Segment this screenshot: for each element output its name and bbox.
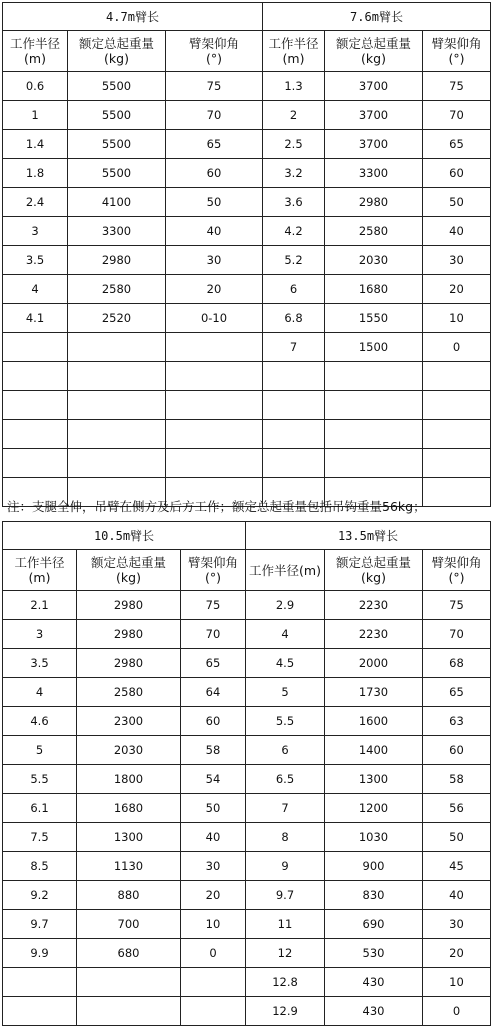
- load-cell: 690: [325, 910, 423, 939]
- load-cell: [77, 968, 181, 997]
- angle-cell: 60: [423, 159, 491, 188]
- load-cell: 2980: [77, 591, 181, 620]
- angle-cell: 20: [166, 275, 263, 304]
- table-row: [3, 420, 491, 449]
- table-row: [3, 852, 491, 881]
- angle-cell: [423, 449, 491, 478]
- load-cell: 1800: [77, 765, 181, 794]
- load-cell: 1300: [325, 765, 423, 794]
- radius-cell: 4: [3, 678, 77, 707]
- angle-cell: 50: [423, 188, 491, 217]
- load-cell: 3300: [68, 217, 166, 246]
- header-boom-angle: 臂架仰角 (°): [423, 31, 491, 72]
- load-cell: 2980: [325, 188, 423, 217]
- boom-length-title: 13.5m臂长: [246, 522, 491, 550]
- radius-cell: 12.9: [246, 997, 325, 1026]
- angle-cell: 10: [181, 910, 246, 939]
- load-cell: 2520: [68, 304, 166, 333]
- radius-cell: 4.6: [3, 707, 77, 736]
- radius-cell: [3, 333, 68, 362]
- radius-cell: 0.6: [3, 72, 68, 101]
- table-row: [3, 736, 491, 765]
- header-working-radius: 工作半径 (m): [3, 550, 77, 591]
- load-cell: 430: [325, 997, 423, 1026]
- angle-cell: 65: [423, 130, 491, 159]
- load-cell: [68, 449, 166, 478]
- load-cell: 1400: [325, 736, 423, 765]
- angle-cell: 75: [181, 591, 246, 620]
- header-boom-angle: 臂架仰角 (°): [181, 550, 246, 591]
- angle-cell: [181, 997, 246, 1026]
- load-cell: [68, 333, 166, 362]
- column-header-row: [3, 31, 491, 72]
- radius-cell: [3, 997, 77, 1026]
- radius-cell: [3, 391, 68, 420]
- table-row: [3, 794, 491, 823]
- radius-cell: 4.5: [246, 649, 325, 678]
- radius-cell: 3: [3, 217, 68, 246]
- table-row: [3, 997, 491, 1026]
- table-row: [3, 391, 491, 420]
- angle-cell: 54: [181, 765, 246, 794]
- radius-cell: 4.1: [3, 304, 68, 333]
- load-cell: 1130: [77, 852, 181, 881]
- table-row: [3, 765, 491, 794]
- radius-cell: 4: [3, 275, 68, 304]
- angle-cell: 60: [181, 707, 246, 736]
- radius-cell: 5.2: [263, 246, 325, 275]
- table-row: [3, 968, 491, 997]
- radius-cell: 6: [263, 275, 325, 304]
- angle-cell: 0: [181, 939, 246, 968]
- angle-cell: 75: [423, 591, 491, 620]
- radius-cell: 1.8: [3, 159, 68, 188]
- angle-cell: 58: [181, 736, 246, 765]
- radius-cell: 8.5: [3, 852, 77, 881]
- load-cell: 5500: [68, 72, 166, 101]
- radius-cell: 1.4: [3, 130, 68, 159]
- load-chart-table-upper: [2, 2, 491, 507]
- radius-cell: 9.7: [3, 910, 77, 939]
- angle-cell: 63: [423, 707, 491, 736]
- load-cell: 530: [325, 939, 423, 968]
- table-row: [3, 591, 491, 620]
- angle-cell: 58: [423, 765, 491, 794]
- radius-cell: 6: [246, 736, 325, 765]
- radius-cell: 5.5: [3, 765, 77, 794]
- load-cell: [325, 391, 423, 420]
- radius-cell: 4: [246, 620, 325, 649]
- load-cell: 3700: [325, 101, 423, 130]
- load-cell: 3700: [325, 130, 423, 159]
- load-cell: 1730: [325, 678, 423, 707]
- angle-cell: [166, 449, 263, 478]
- boom-length-title: 10.5m臂长: [3, 522, 246, 550]
- angle-cell: 68: [423, 649, 491, 678]
- table-row: [3, 939, 491, 968]
- load-cell: [68, 420, 166, 449]
- radius-cell: [3, 420, 68, 449]
- load-cell: 1200: [325, 794, 423, 823]
- angle-cell: 20: [423, 939, 491, 968]
- table-row: [3, 881, 491, 910]
- load-cell: 2980: [77, 620, 181, 649]
- radius-cell: [263, 420, 325, 449]
- table-row: [3, 823, 491, 852]
- header-rated-load: 额定总起重量 (kg): [68, 31, 166, 72]
- load-cell: 1680: [77, 794, 181, 823]
- load-cell: 830: [325, 881, 423, 910]
- table-row: [3, 130, 491, 159]
- radius-cell: 6.8: [263, 304, 325, 333]
- table-row: [3, 620, 491, 649]
- angle-cell: 64: [181, 678, 246, 707]
- boom-length-title: 4.7m臂长: [3, 3, 263, 31]
- header-working-radius: 工作半径 (m): [3, 31, 68, 72]
- angle-cell: 45: [423, 852, 491, 881]
- table-row: [3, 159, 491, 188]
- radius-cell: 1.3: [263, 72, 325, 101]
- load-cell: 2300: [77, 707, 181, 736]
- load-cell: 2980: [68, 246, 166, 275]
- angle-cell: [166, 391, 263, 420]
- footnote: 注：支腿全伸，吊臂在侧方及后方工作；额定总起重量包括吊钩重量56kg；: [7, 499, 426, 514]
- radius-cell: 3.2: [263, 159, 325, 188]
- angle-cell: 65: [423, 678, 491, 707]
- radius-cell: 3.6: [263, 188, 325, 217]
- load-cell: 2230: [325, 591, 423, 620]
- load-cell: 2030: [77, 736, 181, 765]
- table-row: [3, 217, 491, 246]
- table-row: [3, 649, 491, 678]
- radius-cell: 6.5: [246, 765, 325, 794]
- angle-cell: 40: [423, 881, 491, 910]
- radius-cell: [263, 362, 325, 391]
- angle-cell: [423, 420, 491, 449]
- load-cell: 700: [77, 910, 181, 939]
- angle-cell: [181, 968, 246, 997]
- angle-cell: 56: [423, 794, 491, 823]
- angle-cell: 50: [181, 794, 246, 823]
- radius-cell: 3: [3, 620, 77, 649]
- angle-cell: 70: [166, 101, 263, 130]
- header-rated-load: 额定总起重量 (kg): [77, 550, 181, 591]
- load-cell: 2580: [325, 217, 423, 246]
- header-rated-load: 额定总起重量 (kg): [325, 550, 423, 591]
- column-header-row: [3, 550, 491, 591]
- load-cell: 5500: [68, 130, 166, 159]
- load-cell: 3300: [325, 159, 423, 188]
- radius-cell: 2.9: [246, 591, 325, 620]
- table-row: [3, 246, 491, 275]
- radius-cell: [263, 449, 325, 478]
- load-cell: 5500: [68, 101, 166, 130]
- angle-cell: 70: [423, 620, 491, 649]
- header-boom-angle: 臂架仰角 (°): [166, 31, 263, 72]
- load-cell: 1550: [325, 304, 423, 333]
- header-working-radius: 工作半径 (m): [263, 31, 325, 72]
- angle-cell: 70: [181, 620, 246, 649]
- table-row: [3, 72, 491, 101]
- load-cell: 680: [77, 939, 181, 968]
- section-title-row: [3, 3, 491, 31]
- radius-cell: [3, 449, 68, 478]
- radius-cell: 9: [246, 852, 325, 881]
- load-cell: 1680: [325, 275, 423, 304]
- radius-cell: 5.5: [246, 707, 325, 736]
- angle-cell: 30: [181, 852, 246, 881]
- header-working-radius: 工作半径(m): [246, 550, 325, 591]
- load-cell: [325, 449, 423, 478]
- load-cell: [325, 420, 423, 449]
- radius-cell: 3.5: [3, 246, 68, 275]
- radius-cell: 12: [246, 939, 325, 968]
- table-row: [3, 707, 491, 736]
- table-row: [3, 333, 491, 362]
- table-row: [3, 275, 491, 304]
- angle-cell: 65: [181, 649, 246, 678]
- load-cell: 2980: [77, 649, 181, 678]
- table-row: [3, 304, 491, 333]
- radius-cell: 5: [246, 678, 325, 707]
- angle-cell: 70: [423, 101, 491, 130]
- load-cell: 2030: [325, 246, 423, 275]
- angle-cell: 75: [166, 72, 263, 101]
- radius-cell: 9.9: [3, 939, 77, 968]
- angle-cell: [166, 420, 263, 449]
- angle-cell: 30: [423, 910, 491, 939]
- header-boom-angle: 臂架仰角 (°): [423, 550, 491, 591]
- angle-cell: 50: [166, 188, 263, 217]
- radius-cell: 4.2: [263, 217, 325, 246]
- radius-cell: 9.7: [246, 881, 325, 910]
- table-row: [3, 188, 491, 217]
- angle-cell: [166, 362, 263, 391]
- angle-cell: [423, 362, 491, 391]
- radius-cell: 1: [3, 101, 68, 130]
- load-cell: 900: [325, 852, 423, 881]
- load-cell: [325, 362, 423, 391]
- angle-cell: 60: [166, 159, 263, 188]
- load-cell: 2230: [325, 620, 423, 649]
- load-cell: 2580: [77, 678, 181, 707]
- load-cell: 2580: [68, 275, 166, 304]
- angle-cell: 30: [166, 246, 263, 275]
- radius-cell: 7: [263, 333, 325, 362]
- radius-cell: 7: [246, 794, 325, 823]
- angle-cell: 0-10: [166, 304, 263, 333]
- angle-cell: 0: [423, 333, 491, 362]
- radius-cell: [263, 391, 325, 420]
- radius-cell: 2: [263, 101, 325, 130]
- angle-cell: 10: [423, 304, 491, 333]
- angle-cell: 20: [423, 275, 491, 304]
- angle-cell: [423, 391, 491, 420]
- load-cell: 1500: [325, 333, 423, 362]
- radius-cell: 2.1: [3, 591, 77, 620]
- radius-cell: 6.1: [3, 794, 77, 823]
- radius-cell: 5: [3, 736, 77, 765]
- radius-cell: [3, 362, 68, 391]
- angle-cell: 65: [166, 130, 263, 159]
- angle-cell: 40: [181, 823, 246, 852]
- radius-cell: 12.8: [246, 968, 325, 997]
- angle-cell: 60: [423, 736, 491, 765]
- radius-cell: 11: [246, 910, 325, 939]
- angle-cell: [166, 333, 263, 362]
- load-cell: 1600: [325, 707, 423, 736]
- load-cell: 880: [77, 881, 181, 910]
- radius-cell: 8: [246, 823, 325, 852]
- load-cell: 1030: [325, 823, 423, 852]
- radius-cell: 7.5: [3, 823, 77, 852]
- table-row: [3, 362, 491, 391]
- header-rated-load: 额定总起重量 (kg): [325, 31, 423, 72]
- angle-cell: 0: [423, 997, 491, 1026]
- angle-cell: 50: [423, 823, 491, 852]
- section-title-row: [3, 522, 491, 550]
- load-chart-table-lower: [2, 521, 491, 1026]
- load-cell: 5500: [68, 159, 166, 188]
- load-cell: [68, 362, 166, 391]
- boom-length-title: 7.6m臂长: [263, 3, 491, 31]
- angle-cell: 10: [423, 968, 491, 997]
- angle-cell: 30: [423, 246, 491, 275]
- radius-cell: 9.2: [3, 881, 77, 910]
- angle-cell: 75: [423, 72, 491, 101]
- load-cell: 3700: [325, 72, 423, 101]
- angle-cell: 40: [423, 217, 491, 246]
- radius-cell: 2.4: [3, 188, 68, 217]
- angle-cell: 20: [181, 881, 246, 910]
- radius-cell: 3.5: [3, 649, 77, 678]
- radius-cell: [3, 968, 77, 997]
- radius-cell: 2.5: [263, 130, 325, 159]
- load-cell: 430: [325, 968, 423, 997]
- load-cell: [77, 997, 181, 1026]
- load-cell: [68, 391, 166, 420]
- table-row: [3, 910, 491, 939]
- load-cell: 4100: [68, 188, 166, 217]
- angle-cell: 40: [166, 217, 263, 246]
- table-row: [3, 449, 491, 478]
- table-row: [3, 101, 491, 130]
- load-cell: 2000: [325, 649, 423, 678]
- table-row: [3, 678, 491, 707]
- load-cell: 1300: [77, 823, 181, 852]
